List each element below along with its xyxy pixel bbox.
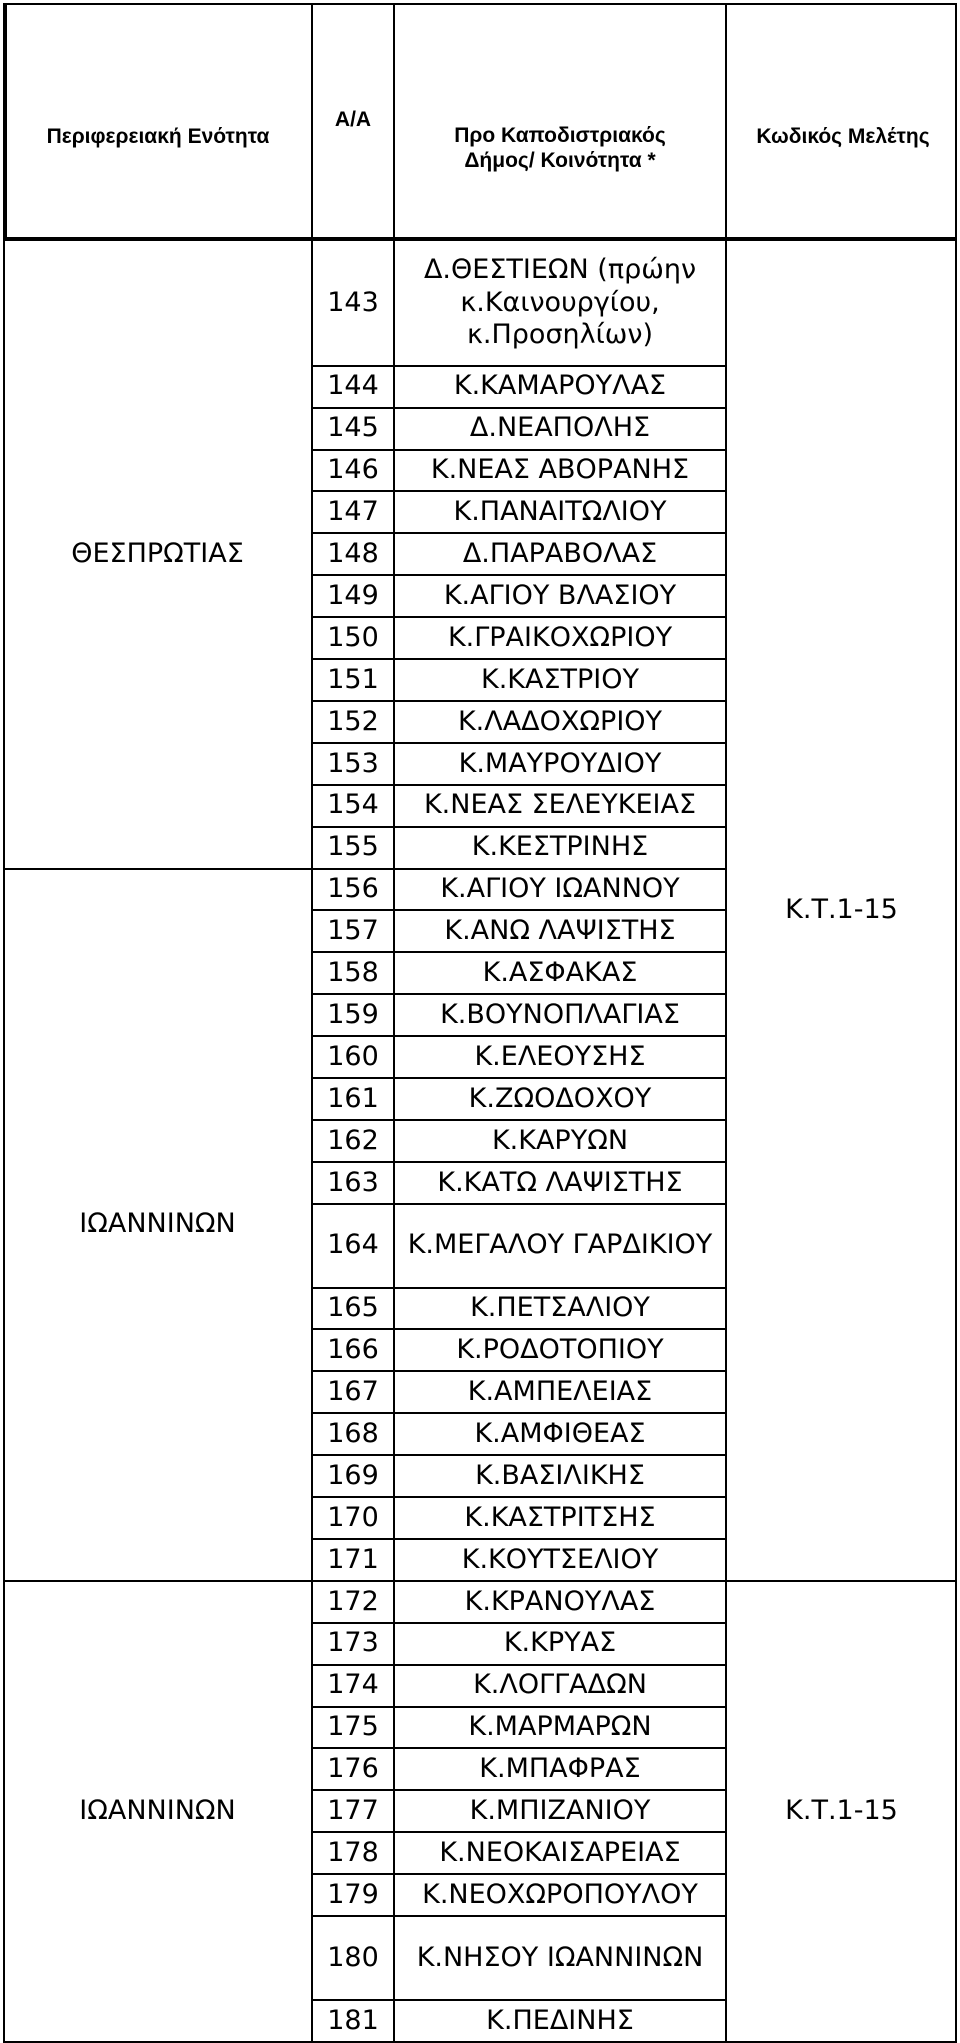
municipality-cell: Κ.ΑΓΙΟΥ ΙΩΑΝΝΟΥ	[440, 873, 680, 905]
municipality-cell: Κ.ΚΑΡΥΩΝ	[491, 1124, 629, 1156]
municipality-cell: Κ.ΑΝΩ ΛΑΨΙΣΤΗΣ	[444, 915, 676, 947]
municipality-cell: Κ.ΑΓΙΟΥ ΒΛΑΣΙΟΥ	[443, 579, 677, 611]
aa-cell: 181	[327, 2004, 379, 2036]
study-code-cell: Κ.Τ.1-15	[785, 894, 898, 926]
municipality-cell: Κ.ΜΠΙΖΑΝΙΟΥ	[469, 1795, 651, 1827]
aa-cell: 173	[327, 1627, 379, 1659]
column-divider	[725, 3, 727, 240]
aa-cell: 145	[327, 412, 379, 444]
aa-cell: 176	[327, 1753, 379, 1785]
aa-cell: 160	[327, 1040, 379, 1072]
region-cell: ΙΩΑΝΝΙΝΩΝ	[79, 1795, 236, 1827]
aa-cell: 163	[327, 1166, 379, 1198]
aa-cell: 180	[327, 1941, 379, 1973]
municipality-cell: Κ.ΝΕΑΣ ΣΕΛΕΥΚΕΙΑΣ	[423, 789, 697, 821]
aa-cell: 157	[327, 915, 379, 947]
aa-cell: 161	[327, 1082, 379, 1114]
municipality-cell: Κ.ΚΡΑΝΟΥΛΑΣ	[464, 1585, 656, 1617]
municipality-cell: Κ.ΑΜΦΙΘΕΑΣ	[474, 1417, 646, 1449]
municipality-cell: Κ.ΑΜΠΕΛΕΙΑΣ	[467, 1376, 653, 1408]
aa-cell: 179	[327, 1878, 379, 1910]
municipality-cell: Κ.ΚΕΣΤΡΙΝΗΣ	[471, 831, 649, 863]
municipality-cell: Δ.ΝΕΑΠΟΛΗΣ	[469, 412, 651, 444]
municipality-cell: Κ.ΝΕΑΣ ΑΒΟΡΑΝΗΣ	[430, 454, 690, 486]
aa-cell: 148	[327, 538, 379, 570]
municipality-cell: Κ.ΛΟΓΓΑΔΩΝ	[473, 1669, 647, 1701]
region-cell: ΙΩΑΝΝΙΝΩΝ	[79, 1208, 236, 1240]
aa-cell: 150	[327, 621, 379, 653]
aa-cell: 169	[327, 1459, 379, 1491]
municipality-cell: Κ.ΚΟΥΤΣΕΛΙΟΥ	[461, 1543, 659, 1575]
municipality-cell: Κ.ΑΣΦΑΚΑΣ	[482, 957, 638, 989]
header-code: Κωδικός Μελέτης	[756, 125, 930, 149]
municipality-cell: Κ.ΝΗΣΟΥ ΙΩΑΝΝΙΝΩΝ	[416, 1941, 704, 1973]
row-divider	[312, 2041, 726, 2043]
municipality-cell: Δ.ΠΑΡΑΒΟΛΑΣ	[462, 538, 658, 570]
municipality-cell: Κ.ΒΟΥΝΟΠΛΑΓΙΑΣ	[440, 998, 680, 1030]
municipality-cell: Κ.ΒΑΣΙΛΙΚΗΣ	[475, 1459, 645, 1491]
aa-cell: 164	[327, 1229, 379, 1261]
aa-cell: 175	[327, 1711, 379, 1743]
aa-cell: 143	[327, 286, 379, 318]
municipality-cell: Κ.ΜΠΑΦΡΑΣ	[479, 1753, 641, 1785]
municipality-cell: Κ.ΠΑΝΑΙΤΩΛΙΟΥ	[453, 496, 667, 528]
aa-cell: 172	[327, 1585, 379, 1617]
municipality-cell: Κ.ΛΑΔΟΧΩΡΙΟΥ	[457, 705, 663, 737]
aa-cell: 159	[327, 998, 379, 1030]
region-divider	[3, 2041, 312, 2043]
municipality-cell: Κ.ΚΑΣΤΡΙΤΣΗΣ	[464, 1501, 656, 1533]
municipality-cell: Κ.ΠΕΤΣΑΛΙΟΥ	[470, 1292, 650, 1324]
aa-cell: 158	[327, 957, 379, 989]
header-region: Περιφερειακή Ενότητα	[46, 125, 270, 149]
aa-cell: 166	[327, 1334, 379, 1366]
aa-cell: 156	[327, 873, 379, 905]
municipality-cell: Κ.ΝΕΟΚΑΙΣΑΡΕΙΑΣ	[439, 1836, 681, 1868]
aa-cell: 165	[327, 1292, 379, 1324]
aa-cell: 170	[327, 1501, 379, 1533]
study-code-cell: Κ.Τ.1-15	[785, 1795, 898, 1827]
municipality-cell: Κ.ΜΑΥΡΟΥΔΙΟΥ	[458, 747, 662, 779]
aa-cell: 151	[327, 663, 379, 695]
aa-cell: 174	[327, 1669, 379, 1701]
table-right-border	[955, 3, 957, 2042]
table-left-border	[3, 3, 7, 240]
table-left-border	[3, 240, 5, 2042]
aa-cell: 162	[327, 1124, 379, 1156]
municipality-cell: Κ.ΓΡΑΙΚΟΧΩΡΙΟΥ	[447, 621, 673, 653]
aa-cell: 167	[327, 1376, 379, 1408]
header-aa: Α/Α	[334, 107, 372, 131]
municipality-cell: Δ.ΘΕΣΤΙΕΩΝ (πρώην κ.Καινουργίου, κ.Προσηλίων)	[423, 254, 697, 351]
aa-cell: 177	[327, 1795, 379, 1827]
header-municipality: Προ Καποδιστριακός Δήμος/ Κοινότητα *	[454, 123, 666, 172]
municipality-cell: Κ.ΚΑΤΩ ΛΑΨΙΣΤΗΣ	[437, 1166, 683, 1198]
header-bottom-border	[3, 237, 957, 241]
aa-cell: 155	[327, 831, 379, 863]
municipality-cell: Κ.ΝΕΟΧΩΡΟΠΟΥΛΟΥ	[422, 1878, 698, 1910]
municipality-cell: Κ.ΡΟΔΟΤΟΠΙΟΥ	[456, 1334, 664, 1366]
column-divider	[725, 240, 727, 2042]
aa-cell: 149	[327, 579, 379, 611]
municipality-cell: Κ.ΖΩΟΔΟΧΟΥ	[468, 1082, 652, 1114]
municipality-cell: Κ.ΚΑΣΤΡΙΟΥ	[480, 663, 639, 695]
municipality-cell: Κ.ΠΕΔΙΝΗΣ	[486, 2004, 634, 2036]
aa-cell: 144	[327, 370, 379, 402]
municipality-cell: Κ.ΜΑΡΜΑΡΩΝ	[468, 1711, 652, 1743]
aa-cell: 154	[327, 789, 379, 821]
aa-cell: 178	[327, 1836, 379, 1868]
column-divider	[311, 240, 313, 2042]
region-cell: ΘΕΣΠΡΩΤΙΑΣ	[71, 538, 244, 570]
municipality-cell: Κ.ΚΡΥΑΣ	[503, 1627, 617, 1659]
aa-cell: 168	[327, 1417, 379, 1449]
municipality-cell: Κ.ΚΑΜΑΡΟΥΛΑΣ	[453, 370, 667, 402]
column-divider	[311, 3, 313, 240]
aa-cell: 152	[327, 705, 379, 737]
column-divider	[393, 3, 395, 240]
municipality-cell: Κ.ΕΛΕΟΥΣΗΣ	[474, 1040, 646, 1072]
aa-cell: 147	[327, 496, 379, 528]
column-divider	[393, 240, 395, 2042]
aa-cell: 146	[327, 454, 379, 486]
aa-cell: 153	[327, 747, 379, 779]
table-top-border	[3, 3, 957, 5]
municipality-cell: Κ.ΜΕΓΑΛΟΥ ΓΑΡΔΙΚΙΟΥ	[407, 1229, 713, 1261]
aa-cell: 171	[327, 1543, 379, 1575]
code-divider	[726, 2041, 957, 2043]
